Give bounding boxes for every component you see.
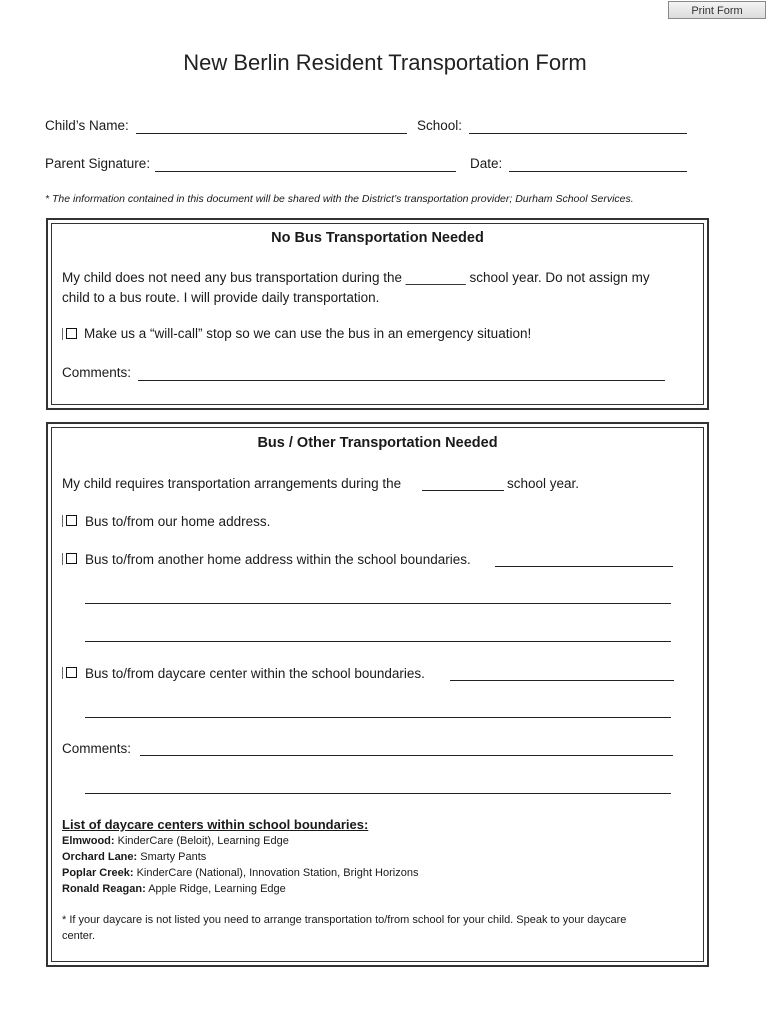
other-home-label: Bus to/from another home address within the school boundaries. <box>85 552 471 567</box>
daycare-centers: Apple Ridge, Learning Edge <box>148 883 286 895</box>
willcall-label: Make us a “will-call” stop so we can use the bus in an emergency situation! <box>84 326 532 341</box>
daycare-footnote-line2: center. <box>62 930 96 942</box>
other-home-field-line3[interactable] <box>85 641 671 642</box>
willcall-checkbox[interactable] <box>66 328 77 339</box>
no-bus-heading: No Bus Transportation Needed <box>271 230 484 246</box>
privacy-note: * The information contained in this document will be shared with the District’s transportation provider; Durham School Services. <box>45 193 634 205</box>
parent-signature-label: Parent Signature: <box>45 156 151 171</box>
checkbox-shadow <box>62 328 65 340</box>
daycare-list-item <box>62 851 206 863</box>
checkbox-shadow <box>62 553 65 565</box>
home-address-checkbox[interactable] <box>66 515 77 526</box>
no-bus-comments-field[interactable] <box>138 380 665 381</box>
school-field[interactable] <box>469 133 687 134</box>
bus-text-a: My child requires transportation arrangements during the <box>62 476 402 491</box>
checkbox-shadow <box>62 515 65 527</box>
bus-section-inner <box>51 427 704 962</box>
daycare-label: Bus to/from daycare center within the school boundaries. <box>85 666 425 681</box>
bus-comments-label: Comments: <box>62 741 132 756</box>
home-address-label: Bus to/from our home address. <box>85 514 271 529</box>
daycare-school-name: Poplar Creek: <box>62 867 134 879</box>
bus-text-b: school year. <box>507 476 580 491</box>
child-name-label: Child’s Name: <box>45 118 129 133</box>
school-year-field[interactable] <box>422 490 504 491</box>
daycare-school-name: Elmwood: <box>62 835 115 847</box>
no-bus-text-line1: My child does not need any bus transportation during the ________ school year. Do not assign my <box>62 270 650 285</box>
date-field[interactable] <box>509 171 687 172</box>
daycare-checkbox[interactable] <box>66 667 77 678</box>
other-home-field[interactable] <box>495 566 673 567</box>
daycare-field[interactable] <box>450 680 674 681</box>
bus-comments-field-line2[interactable] <box>85 793 671 794</box>
no-bus-section-inner <box>51 223 704 405</box>
daycare-centers: KinderCare (Beloit), Learning Edge <box>117 835 289 847</box>
no-bus-text-line2: child to a bus route. I will provide daily transportation. <box>62 290 380 305</box>
school-label: School: <box>417 118 463 133</box>
daycare-list-item <box>62 883 286 895</box>
print-form-button[interactable]: Print Form <box>668 1 766 19</box>
child-name-field[interactable] <box>136 133 407 134</box>
daycare-school-name: Ronald Reagan: <box>62 883 146 895</box>
checkbox-shadow <box>62 667 65 679</box>
daycare-footnote-line1: * If your daycare is not listed you need to arrange transportation to/from school for your child. Speak to your daycare <box>62 914 627 926</box>
no-bus-comments-label: Comments: <box>62 365 132 380</box>
bus-heading: Bus / Other Transportation Needed <box>257 435 498 451</box>
daycare-list-heading: List of daycare centers within school boundaries: <box>62 817 369 832</box>
bus-comments-field[interactable] <box>140 755 673 756</box>
daycare-list-item <box>62 835 289 847</box>
date-label: Date: <box>470 156 503 171</box>
parent-signature-field[interactable] <box>155 171 456 172</box>
other-home-checkbox[interactable] <box>66 553 77 564</box>
no-bus-section <box>46 218 709 410</box>
daycare-list-item <box>62 867 418 879</box>
page-title: New Berlin Resident Transportation Form <box>183 50 587 75</box>
daycare-school-name: Orchard Lane: <box>62 851 138 863</box>
daycare-field-line2[interactable] <box>85 717 671 718</box>
daycare-centers: KinderCare (National), Innovation Station, Bright Horizons <box>136 867 419 879</box>
other-home-field-line2[interactable] <box>85 603 671 604</box>
daycare-centers: Smarty Pants <box>140 851 207 863</box>
